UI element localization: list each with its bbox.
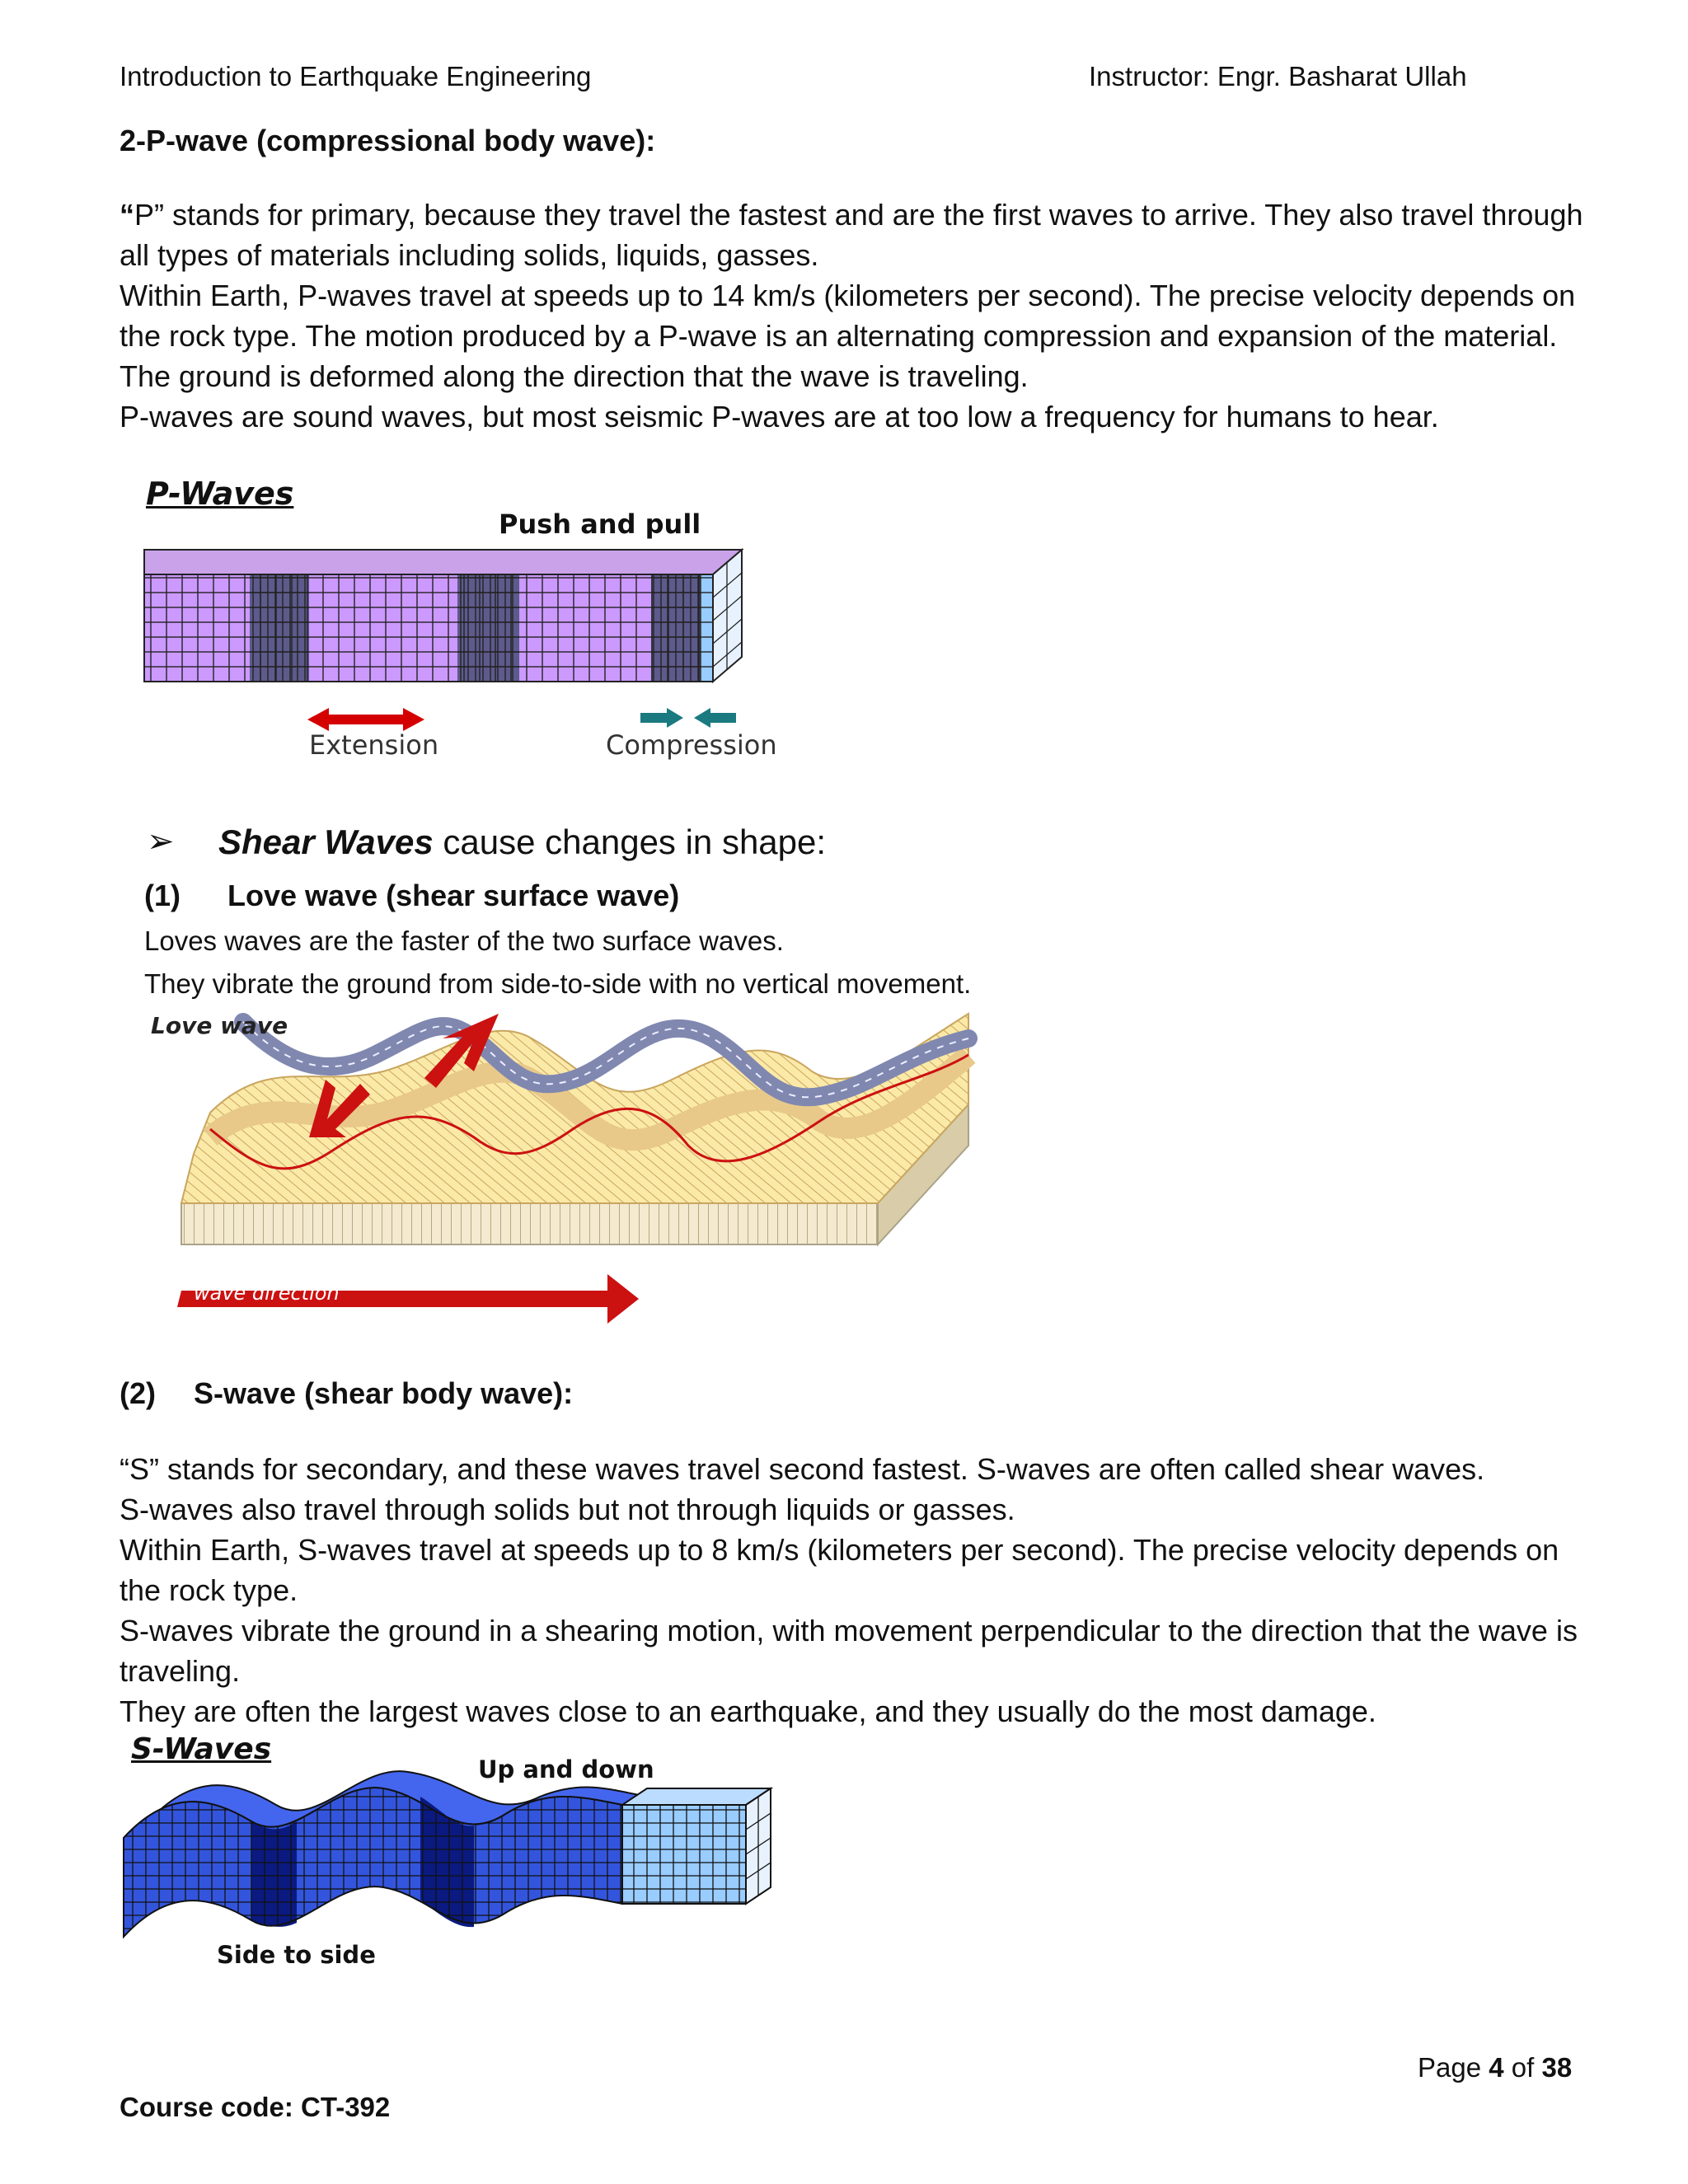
pwave-label-extension: Extension [309, 729, 439, 761]
extension-arrow-icon [307, 708, 424, 731]
open-quote: “ [120, 198, 134, 232]
pwave-label-compression: Compression [606, 729, 777, 761]
love-num: (1) [144, 879, 181, 912]
shear-bullet-icon: ➢ [147, 823, 175, 860]
swave-figure-title: S-Waves [131, 1732, 272, 1766]
pwave-figure-caption: Push and pull [499, 509, 701, 540]
pwave-para-2: Within Earth, P-waves travel at speeds up to 14 km/s (kilometers per second). The precise velocity depends on the rock type. The motion produced by a P-wave is an alternating compression and expansion of the material. [120, 279, 1576, 353]
pwave-figure [120, 474, 861, 771]
swave-caption-bottom: Side to side [217, 1941, 376, 1969]
love-wave-graphic [144, 1005, 985, 1327]
swave-para-4: S-waves vibrate the ground in a shearing motion, with movement perpendicular to the direction that the wave is traveling. [120, 1614, 1578, 1688]
pwave-para-4: P-waves are sound waves, but most seismic P-waves are at too low a frequency for humans to hear. [120, 400, 1439, 434]
shear-heading-rest: cause changes in shape: [433, 823, 827, 861]
shear-heading [218, 823, 826, 862]
page-of: of [1503, 2052, 1542, 2083]
course-code: Course code: CT-392 [120, 2092, 391, 2122]
pwave-figure-title: P-Waves [146, 476, 294, 512]
header-course-title: Introduction to Earthquake Engineering [120, 61, 592, 91]
love-line-1: Loves waves are the faster of the two surface waves. [144, 926, 784, 956]
page-current: 4 [1489, 2052, 1504, 2083]
header-instructor: Instructor: Engr. Basharat Ullah [1089, 61, 1467, 91]
pwave-heading: 2-P-wave (compressional body wave): [120, 124, 656, 157]
pwave-text [120, 194, 1587, 437]
swave-para-3: Within Earth, S-waves travel at speeds up to 8 km/s (kilometers per second). The precise velocity depends on the rock type. [120, 1533, 1559, 1607]
page-prefix: Page [1418, 2052, 1489, 2083]
swave-para-1: “S” stands for secondary, and these waves travel second fastest. S-waves are often called shear waves. [120, 1452, 1485, 1486]
swave-para-2: S-waves also travel through solids but not through liquids or gasses. [120, 1493, 1015, 1526]
page-total: 38 [1541, 2052, 1573, 2083]
compression-arrows-icon [640, 708, 736, 728]
swave-heading: S-wave (shear body wave): [194, 1376, 574, 1410]
love-figure [144, 1005, 985, 1327]
love-figure-title: Love wave [151, 1012, 288, 1039]
page-number [1418, 2052, 1572, 2083]
love-line-2: They vibrate the ground from side-to-side with no vertical movement. [144, 968, 972, 999]
swave-text [120, 1449, 1587, 1732]
shear-heading-bold: Shear Waves [218, 823, 434, 861]
pwave-para-3: The ground is deformed along the direction that the wave is traveling. [120, 359, 1029, 393]
swave-para-5: They are often the largest waves close to an earthquake, and they usually do the most damage. [120, 1694, 1376, 1728]
pwave-block-graphic [120, 474, 861, 771]
swave-caption-top: Up and down [478, 1755, 654, 1783]
wave-direction-label: wave direction [194, 1282, 340, 1305]
swave-figure [120, 1731, 779, 1978]
swave-num: (2) [120, 1376, 156, 1410]
love-heading: Love wave (shear surface wave) [227, 879, 680, 912]
pwave-para-1 [120, 194, 1587, 275]
pwave-para-1-text: P” stands for primary, because they travel the fastest and are the first waves to arrive. They also travel through all types of materials including solids, liquids, gasses. [120, 198, 1583, 272]
